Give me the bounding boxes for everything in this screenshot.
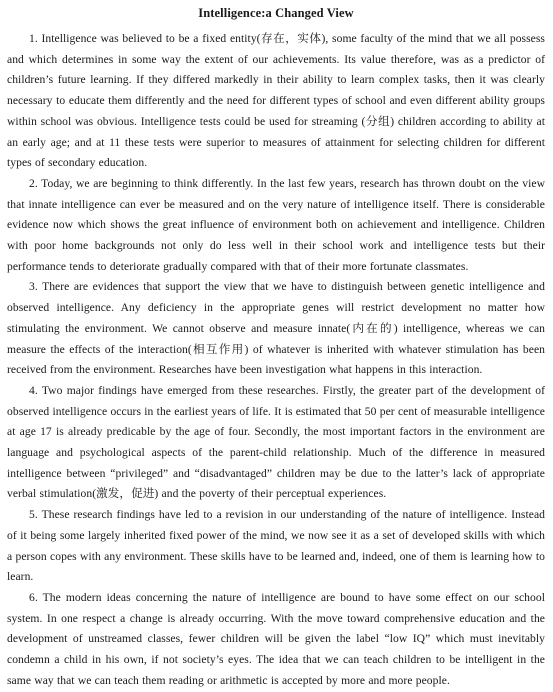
paragraph-1: 1. Intelligence was believed to be a fixed entity(存在，实体), some faculty of the mind that we all possess and which determines in some way the extent of our achievements. Its value therefore, was as a predictor of children’s future learning. If they differed markedly in their ability to learn complex tasks, then it was clearly necessary to educate them differently and the need for different types of school and even different ability groups within school was obvious. Intelligence tests could be used for streaming (分组) children according to ability at an early age; and at 11 these tests were superior to measures of attainment for selecting children for different types of secondary education.	[7, 32, 545, 170]
paragraph-5: 5. These research findings have led to a revision in our understanding of the nature of intelligence. Instead of it being some largely inherited fixed power of the mind, we now see it as a set of developed skills with which a person copes with any environment. These skills have to be learned and, indeed, one of them is learning how to learn.	[7, 508, 545, 584]
paragraph-3: 3. There are evidences that support the view that we have to distinguish between genetic intelligence and observed intelligence. Any deficiency in the appropriate genes will restrict development no matter how stimulating the environment. We cannot observe and measure innate(内在的) intelligence, whereas we can measure the effects of the interaction(相互作用) of whatever is inherited with whatever stimulation has been received from the environment. Researches have been investigation what happens in this interaction.	[7, 280, 545, 377]
article-title: Intelligence:a Changed View	[198, 6, 354, 20]
paragraph-2: 2. Today, we are beginning to think differently. In the last few years, research has thrown doubt on the view that innate intelligence can ever be measured and on the very nature of intelligence itself. There is considerable evidence now which shows the great influence of environment both on achievement and intelligence. Children with poor home backgrounds not only do less well in their school work and intelligence tests but their performance tends to deteriorate gradually compared with that of their more fortunate classmates.	[7, 176, 545, 273]
paragraph-6: 6. The modern ideas concerning the nature of intelligence are bound to have some effect on our school system. In one respect a change is already occurring. With the move toward comprehensive education and the development of unstreamed classes, fewer children will be given the label “low IQ” which must inevitably condemn a child in his own, if not society’s eyes. The idea that we can teach children to be intelligent in the same way that we can teach them reading or arithmetic is accepted by more and more people.	[7, 590, 545, 687]
paragraph-4: 4. Two major findings have emerged from these researches. Firstly, the greater part of the development of observed intelligence occurs in the earliest years of life. It is estimated that 50 per cent of measurable intelligence at age 17 is already predicable by the age of four. Secondly, the most important factors in the environment are language and psychological aspects of the parent-child relationship. Much of the difference in measured intelligence between “privileged” and “disadvantaged” children may be due to the latter’s lack of appropriate verbal stimulation(激发，促进) and the poverty of their perceptual experiences.	[7, 383, 545, 501]
